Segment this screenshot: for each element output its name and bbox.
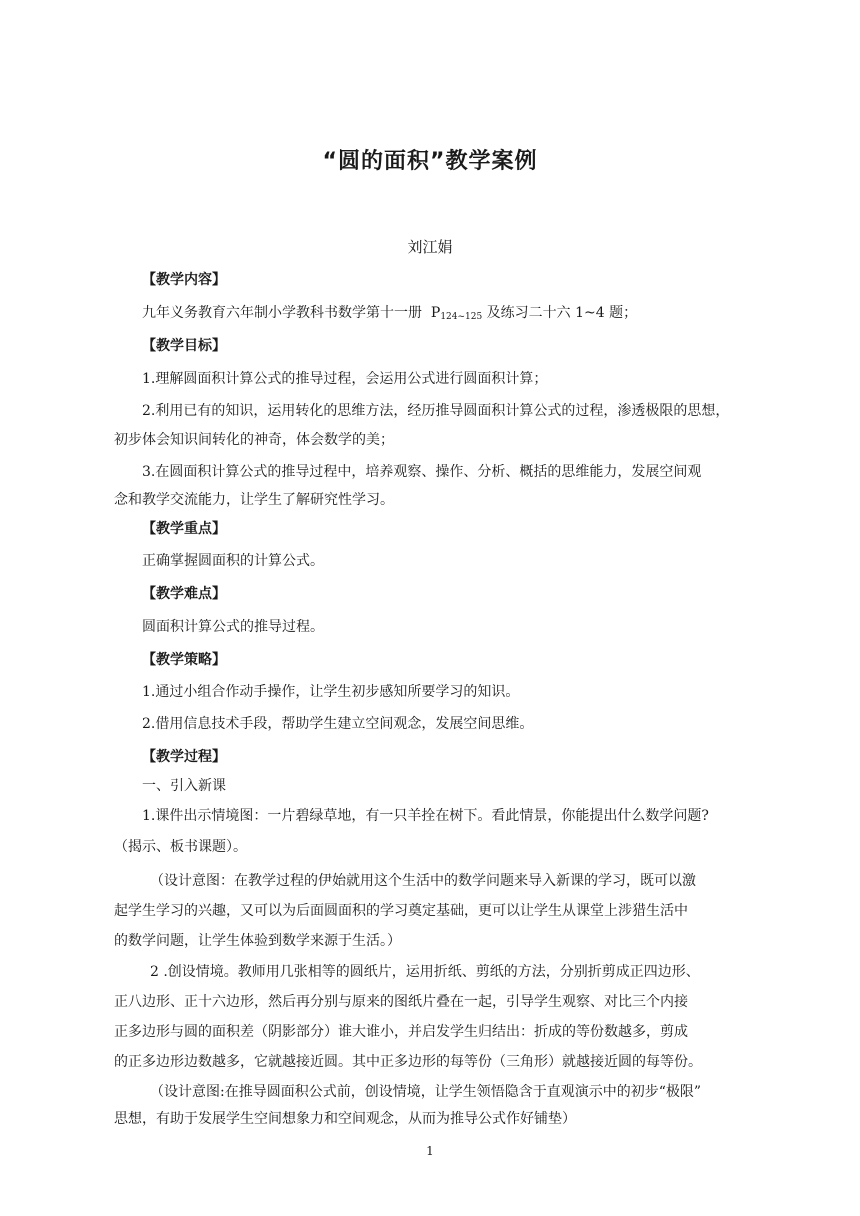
section-heading-content: 【教学内容】 — [142, 272, 226, 288]
content-line — [142, 303, 637, 327]
design-note-1-line-1: （设计意图：在教学过程的伊始就用这个生活中的数学问题来导入新课的学习，既可以激 — [150, 873, 696, 889]
author-name: 刘江娟 — [407, 238, 453, 256]
content-line-text: 九年义务教育六年制小学教科书数学第十一册 — [142, 305, 422, 321]
process-part-1: 一、引入新课 — [142, 778, 226, 794]
process-1-line-1: 1.课件出示情境图：一片碧绿草地，有一只羊拴在树下。看此情景，你能提出什么数学问题? — [142, 808, 709, 824]
goal-1: 1.理解圆面积计算公式的推导过程，会运用公式进行圆面积计算； — [142, 371, 548, 387]
section-heading-process: 【教学过程】 — [142, 749, 226, 765]
design-note-1-line-3: 的数学问题，让学生体验到数学来源于生活。） — [114, 933, 401, 949]
process-2-line-1: 2 .创设情境。教师用几张相等的圆纸片，运用折纸、剪纸的方法，分别折剪成正四边形、 — [150, 964, 700, 980]
content-page-prefix: P — [430, 305, 441, 321]
page-number: 1 — [426, 1144, 434, 1158]
strategy-1: 1.通过小组合作动手操作，让学生初步感知所要学习的知识。 — [142, 684, 520, 700]
difficulty-text: 圆面积计算公式的推导过程。 — [142, 619, 324, 635]
design-note-1-line-2: 起学生学习的兴趣，又可以为后面圆面积的学习奠定基础，更可以让学生从课堂上涉猎生活中 — [114, 903, 688, 919]
document-title: “圆的面积”教学案例 — [322, 149, 538, 174]
goal-2-line-2: 初步体会知识间转化的神奇，体会数学的美； — [114, 432, 394, 448]
process-1-line-2: （揭示、板书课题）。 — [114, 839, 247, 855]
content-line-tail: 及练习二十六 1~4 题； — [482, 305, 638, 321]
design-note-2-line-2: 思想，有助于发展学生空间想象力和空间观念，从而为推导公式作好铺垫） — [114, 1111, 576, 1127]
goal-3-line-2: 念和教学交流能力，让学生了解研究性学习。 — [114, 492, 394, 508]
design-note-2-line-1: （设计意图:在推导圆面积公式前，创设情境，让学生领悟隐含于直观演示中的初步“极限” — [150, 1084, 702, 1100]
process-2-line-2: 正八边形、正十六边形，然后再分别与原来的图纸片叠在一起，引导学生观察、对比三个内接 — [114, 994, 688, 1010]
goal-2-line-1: 2.利用已有的知识，运用转化的思维方法，经历推导圆面积计算公式的过程，渗透极限的思想， — [142, 403, 730, 419]
goal-3-line-1: 3.在圆面积计算公式的推导过程中，培养观察、操作、分析、概括的思维能力，发展空间观 — [142, 464, 702, 480]
strategy-2: 2.借用信息技术手段，帮助学生建立空间观念，发展空间思维。 — [142, 716, 534, 732]
section-heading-strategy: 【教学策略】 — [142, 652, 226, 668]
section-heading-goals: 【教学目标】 — [142, 338, 226, 354]
process-2-line-4: 的正多边形边数越多，它就越接近圆。其中正多边形的每等份（三角形）就越接近圆的每等份。 — [114, 1054, 702, 1070]
content-page-range: 124~125 — [440, 312, 483, 322]
key-text: 正确掌握圆面积的计算公式。 — [142, 553, 324, 569]
process-2-line-3: 正多边形与圆的面积差（阴影部分）谁大谁小，并启发学生归结出：折成的等份数越多，剪成 — [114, 1024, 688, 1040]
section-heading-difficulty: 【教学难点】 — [142, 586, 226, 602]
section-heading-key: 【教学重点】 — [142, 521, 226, 537]
